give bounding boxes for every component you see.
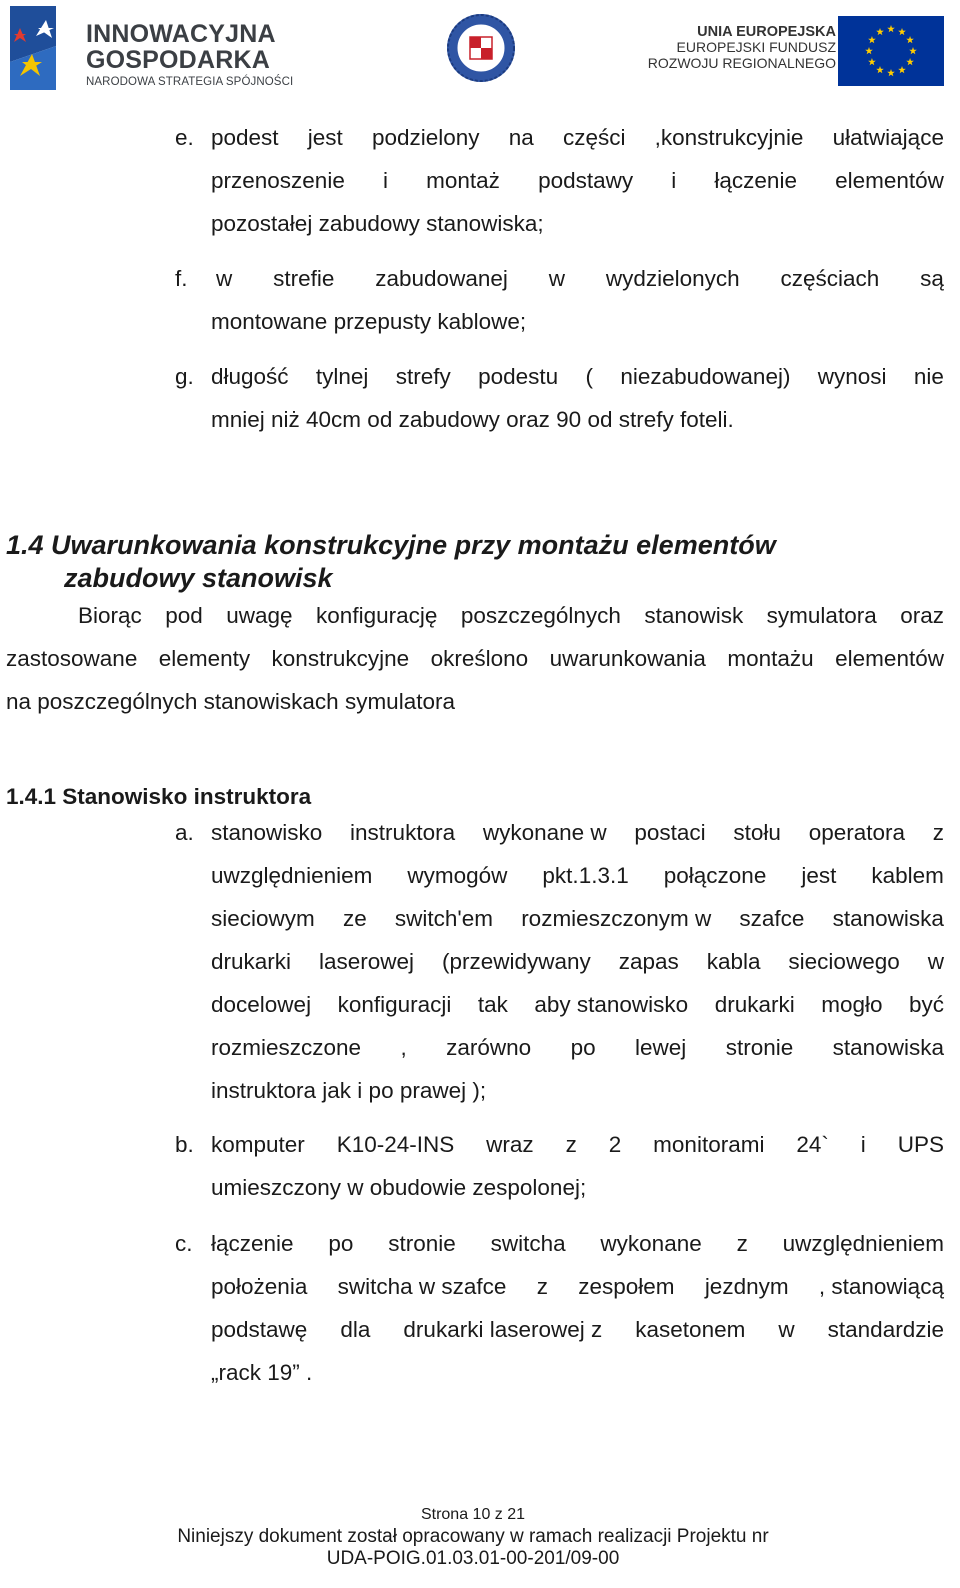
institute-seal-logo bbox=[445, 12, 517, 84]
word: wymogów bbox=[407, 863, 508, 888]
word: są bbox=[920, 266, 944, 291]
word: po bbox=[328, 1231, 354, 1256]
logo-text-line: INNOWACYJNA bbox=[86, 20, 276, 48]
word: sieciowym bbox=[211, 906, 315, 931]
word: połączone bbox=[663, 863, 767, 888]
word: operatora bbox=[808, 820, 906, 845]
word: szafce bbox=[739, 906, 805, 931]
word: strefy bbox=[395, 364, 451, 389]
text-line: montowane przepusty kablowe; bbox=[211, 309, 527, 334]
justified-line bbox=[211, 170, 944, 193]
word: postaci bbox=[634, 820, 706, 845]
word: niezabudowanej) bbox=[620, 364, 791, 389]
word: sieciowego bbox=[788, 949, 900, 974]
word: w bbox=[216, 266, 233, 291]
justified-line bbox=[211, 951, 944, 974]
word: podzielony bbox=[371, 125, 480, 150]
word: uwagę bbox=[226, 603, 293, 628]
word: drukarki laserowej z bbox=[403, 1317, 603, 1342]
word: montażu bbox=[727, 646, 814, 671]
word: oraz bbox=[900, 603, 944, 628]
word: stanowiska bbox=[832, 1035, 944, 1060]
logo-text-line: UNIA EUROPEJSKA bbox=[697, 24, 836, 40]
word: jest bbox=[307, 125, 343, 150]
word: wykonane w bbox=[482, 820, 607, 845]
word: być bbox=[908, 992, 944, 1017]
word: komputer bbox=[211, 1132, 305, 1157]
word: , stanowiącą bbox=[818, 1274, 944, 1299]
word: częściach bbox=[780, 266, 880, 291]
word: z bbox=[536, 1274, 548, 1299]
word: elementów bbox=[835, 168, 944, 193]
word: konfigurację bbox=[316, 603, 438, 628]
word: ,konstrukcyjnie bbox=[654, 125, 804, 150]
word: zastosowane bbox=[6, 646, 138, 671]
word: z bbox=[932, 820, 944, 845]
word: uwzględnieniem bbox=[211, 863, 373, 888]
list-marker: b. bbox=[175, 1132, 194, 1157]
word: i bbox=[860, 1132, 866, 1157]
word: elementy bbox=[158, 646, 251, 671]
word: mogło bbox=[821, 992, 883, 1017]
eu-flag-icon bbox=[838, 16, 944, 86]
word: długość bbox=[211, 364, 289, 389]
word: aby stanowisko bbox=[534, 992, 689, 1017]
section-heading: zabudowy stanowisk bbox=[64, 563, 333, 593]
list-marker: e. bbox=[175, 125, 194, 150]
justified-line bbox=[211, 1037, 944, 1060]
word: switcha bbox=[490, 1231, 566, 1256]
justified-line bbox=[211, 1319, 944, 1342]
innowacyjna-gospodarka-text bbox=[86, 22, 293, 89]
word: stanowisk bbox=[644, 603, 744, 628]
word: przenoszenie bbox=[211, 168, 345, 193]
justified-line bbox=[211, 1233, 944, 1256]
word: określono bbox=[430, 646, 529, 671]
text-line: na poszczególnych stanowiskach symulatora bbox=[6, 689, 455, 714]
word: poszczególnych bbox=[460, 603, 621, 628]
justified-line bbox=[211, 994, 944, 1017]
justified-line bbox=[211, 127, 944, 150]
text-line: „rack 19” . bbox=[211, 1360, 313, 1385]
justified-line bbox=[211, 865, 944, 888]
word: położenia bbox=[211, 1274, 308, 1299]
text-line: mniej niż 40cm od zabudowy oraz 90 od strefy foteli. bbox=[211, 407, 734, 432]
section-heading: 1.4 Uwarunkowania konstrukcyjne przy montażu elementów bbox=[6, 530, 776, 560]
word: switcha w szafce bbox=[337, 1274, 507, 1299]
word: zabudowanej bbox=[375, 266, 508, 291]
list-marker: c. bbox=[175, 1231, 193, 1256]
word: , bbox=[400, 1035, 407, 1060]
justified-line bbox=[211, 1276, 944, 1299]
word: wykonane bbox=[600, 1231, 702, 1256]
list-marker: a. bbox=[175, 820, 194, 845]
word: drukarki bbox=[714, 992, 795, 1017]
page-number: Strona 10 z 21 bbox=[420, 1506, 526, 1523]
word: zapas bbox=[618, 949, 679, 974]
word: uwzględnieniem bbox=[782, 1231, 944, 1256]
word: zarówno bbox=[446, 1035, 532, 1060]
word: laserowej bbox=[318, 949, 415, 974]
word: łączenie bbox=[714, 168, 797, 193]
word: konfiguracji bbox=[337, 992, 452, 1017]
word: łączenie bbox=[211, 1231, 294, 1256]
word: uwarunkowania bbox=[549, 646, 706, 671]
list-marker: f. bbox=[175, 266, 188, 291]
word: tak bbox=[477, 992, 508, 1017]
justified-line bbox=[78, 605, 944, 628]
logo-text-line: ROZWOJU REGIONALNEGO bbox=[647, 54, 836, 71]
word: stołu bbox=[733, 820, 781, 845]
word: 24` bbox=[796, 1132, 829, 1157]
eu-fund-text bbox=[648, 24, 836, 72]
word: z bbox=[736, 1231, 748, 1256]
subsection-heading: 1.4.1 Stanowisko instruktora bbox=[6, 784, 312, 809]
footer-note: UDA-POIG.01.03.01-00-201/09-00 bbox=[326, 1548, 620, 1569]
word: switch'em bbox=[394, 906, 493, 931]
word: UPS bbox=[897, 1132, 944, 1157]
word: na bbox=[508, 125, 534, 150]
word: (przewidywany bbox=[441, 949, 591, 974]
text-line: umieszczony w obudowie zespolonej; bbox=[211, 1175, 587, 1200]
word: i bbox=[382, 168, 388, 193]
justified-line bbox=[211, 1134, 944, 1157]
word: lewej bbox=[635, 1035, 687, 1060]
word: K10-24-INS bbox=[336, 1132, 455, 1157]
word: drukarki bbox=[211, 949, 292, 974]
word: wydzielonych bbox=[605, 266, 740, 291]
word: dla bbox=[340, 1317, 371, 1342]
justified-line bbox=[211, 908, 944, 931]
logo-text-line: EUROPEJSKI FUNDUSZ bbox=[676, 39, 836, 56]
word: Biorąc bbox=[78, 603, 142, 628]
text-line: pozostałej zabudowy stanowiska; bbox=[211, 211, 544, 236]
logo-text-line: GOSPODARKA bbox=[86, 46, 270, 74]
word: podestu bbox=[478, 364, 559, 389]
word: monitorami bbox=[653, 1132, 765, 1157]
word: stronie bbox=[388, 1231, 456, 1256]
word: stronie bbox=[725, 1035, 794, 1060]
word: montaż bbox=[426, 168, 500, 193]
word: po bbox=[570, 1035, 596, 1060]
list-marker: g. bbox=[175, 364, 194, 389]
word: pkt.1.3.1 bbox=[542, 863, 629, 888]
word: strefie bbox=[273, 266, 335, 291]
word: jest bbox=[801, 863, 837, 888]
word: kasetonem bbox=[635, 1317, 746, 1342]
word: ze bbox=[342, 906, 367, 931]
word: symulatora bbox=[766, 603, 877, 628]
word: rozmieszczonym w bbox=[521, 906, 712, 931]
justified-line bbox=[211, 822, 944, 845]
word: części bbox=[562, 125, 626, 150]
word: stanowiska bbox=[832, 906, 944, 931]
word: podstawę bbox=[211, 1317, 308, 1342]
logo-text-line: NARODOWA STRATEGIA SPÓJNOŚCI bbox=[86, 76, 294, 88]
page-header bbox=[0, 0, 960, 100]
word: standardzie bbox=[827, 1317, 944, 1342]
word: jezdnym bbox=[704, 1274, 789, 1299]
word: konstrukcyjne bbox=[271, 646, 410, 671]
word: rozmieszczone bbox=[211, 1035, 362, 1060]
word: 2 bbox=[608, 1132, 622, 1157]
word: instruktora bbox=[350, 820, 456, 845]
word: kabla bbox=[706, 949, 761, 974]
word: kablem bbox=[871, 863, 944, 888]
word: podest bbox=[211, 125, 279, 150]
innowacyjna-gospodarka-logo bbox=[6, 2, 66, 94]
word: w bbox=[927, 949, 944, 974]
word: ułatwiające bbox=[832, 125, 944, 150]
word: ( bbox=[585, 364, 593, 389]
word: zespołem bbox=[578, 1274, 675, 1299]
word: podstawy bbox=[538, 168, 634, 193]
justified-line bbox=[211, 366, 944, 389]
word: pod bbox=[165, 603, 203, 628]
word: stanowisko bbox=[211, 820, 323, 845]
word: docelowej bbox=[211, 992, 312, 1017]
word: elementów bbox=[835, 646, 944, 671]
justified-line bbox=[216, 268, 944, 291]
word: i bbox=[671, 168, 677, 193]
word: wraz bbox=[486, 1132, 534, 1157]
word: nie bbox=[913, 364, 944, 389]
justified-line bbox=[6, 648, 944, 671]
word: w bbox=[548, 266, 565, 291]
footer-note: Niniejszy dokument został opracowany w ramach realizacji Projektu nr bbox=[177, 1526, 769, 1547]
word: z bbox=[565, 1132, 577, 1157]
word: tylnej bbox=[315, 364, 369, 389]
text-line: instruktora jak i po prawej ); bbox=[211, 1078, 487, 1103]
word: wynosi bbox=[817, 364, 887, 389]
word: w bbox=[778, 1317, 795, 1342]
